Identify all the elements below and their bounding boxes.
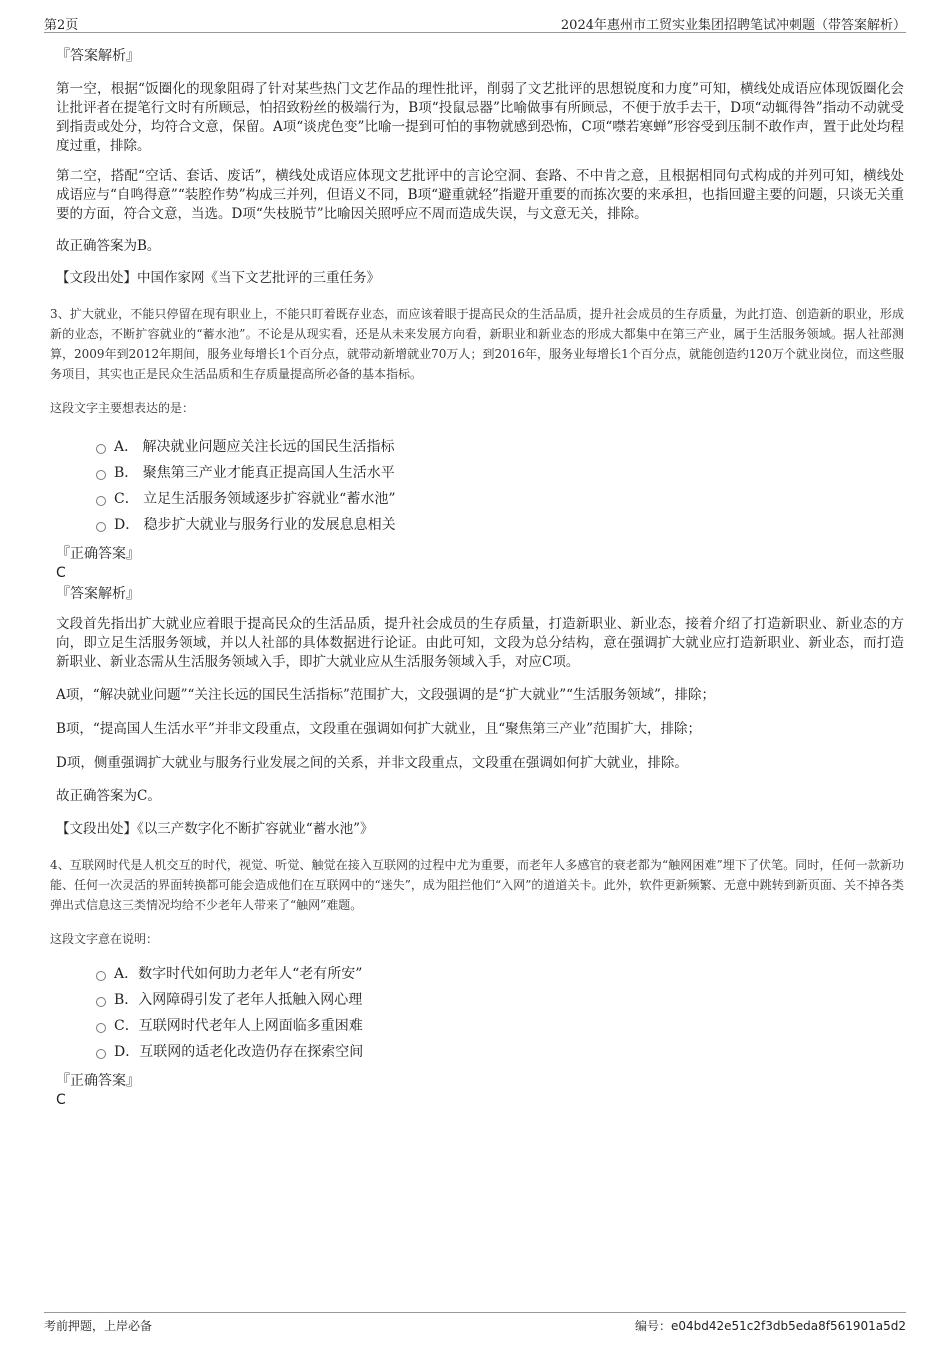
radio-icon[interactable] [96, 522, 106, 532]
document-code [635, 1317, 906, 1334]
q4-option-d[interactable]: D．互联网的适老化改造仍存在探索空间 [96, 1039, 904, 1065]
q3-analysis-para-b: B项，“提高国人生活水平”并非文段重点，文段重在强调如何扩大就业，且“聚焦第三产业”范围扩大，排除； [56, 721, 702, 737]
q3-option-c[interactable]: C． 立足生活服务领域逐步扩容就业“蓄水池” [96, 486, 904, 512]
document-body [50, 46, 904, 1109]
q3-analysis-para-1: 文段首先指出扩大就业应着眼于提高民众的生活品质，提升社会成员的生存质量，打造新职业、新业态，接着介绍了打造新职业、新业态的方向，即立足生活服务领域，并以人社部的具体数据进行论证。由此可知，文段为总分结构，意在强调扩大就业应打造新职业、新业态，而打造新职业、新业态需从生活服务领域入手，即扩大就业应从生活服务领域入手，对应C项。 [56, 616, 904, 670]
q3-analysis-para-d: D项，侧重强调扩大就业与服务行业发展之间的关系，并非文段重点，文段重在强调如何扩大就业，排除。 [56, 755, 688, 771]
q3-option-d[interactable]: D． 稳步扩大就业与服务行业的发展息息相关 [96, 512, 904, 538]
q4-option-b[interactable]: B．入网障碍引发了老年人抵触入网心理 [96, 987, 904, 1013]
radio-icon[interactable] [96, 496, 106, 506]
q3-option-a[interactable]: A． 解决就业问题应关注长远的国民生活指标 [96, 434, 904, 460]
radio-icon[interactable] [96, 470, 106, 480]
page-footer [44, 1312, 906, 1333]
page-header [44, 12, 906, 33]
code-value: e04bd42e51c2f3db5eda8f561901a5d2 [670, 1319, 906, 1333]
q3-stem: 3、扩大就业，不能只停留在现有职业上，不能只盯着既存业态，而应该着眼于提高民众的生活品质，提升社会成员的生存质量，为此打造、创造新的职业，形成新的业态，不断扩容就业的“蓄水池”。不论是从现实看，还是从未来发展方向看，新职业和新业态的形成大都集中在第三产业，属于生活服务领域。据人社部测算，2009年到2012年期间，服务业每增长1个百分点，就带动新增就业70万人；到2016年，服务业每增长1个百分点，就能创造约120万个就业岗位，而这些服务项目，其实也正是民众生活品质和生存质量提高所必备的基本指标。 [50, 307, 904, 381]
radio-icon[interactable] [96, 444, 106, 454]
q3-conclusion: 故正确答案为C。 [56, 788, 161, 804]
q4-question: 这段文字意在说明： [50, 932, 159, 946]
q2-analysis-para-2: 第二空，搭配“空话、套话、废话”，横线处成语应体现文艺批评中的言论空洞、套路、不中肯之意，且根据相同句式构成的并列可知，横线处成语应与“自鸣得意”“装腔作势”构成三并列，但语义不同，B项“避重就轻”指避开重要的而拣次要的来承担，也指回避主要的问题，只谈无关重要的方面，符合文意，当选。D项“失枝脱节”比喻因关照呼应不周而造成失误，与文意无关，排除。 [56, 168, 904, 222]
q3-analysis-label: 『答案解析』 [56, 586, 140, 602]
radio-icon[interactable] [96, 971, 106, 981]
q2-analysis-para-1: 第一空，根据“饭圈化的现象阻碍了针对某些热门文艺作品的理性批评，削弱了文艺批评的思想锐度和力度”可知，横线处成语应体现饭圈化会让批评者在提笔行文时有所顾忌，怕招致粉丝的极端行为，B项“投鼠忌器”比喻做事有所顾忌，不便于放手去干，D项“动辄得咎”指动不动就受到指责或处分，均符合文意，保留。A项“谈虎色变”比喻一提到可怕的事物就感到恐怖，C项“噤若寒蝉”形容受到压制不敢作声，置于此处均程度过重，排除。 [56, 81, 904, 154]
code-label: 编号： [634, 1319, 671, 1333]
q4-answer: C [56, 1092, 66, 1108]
document-title: 2024年惠州市工贸实业集团招聘笔试冲刺题（带答案解析） [560, 18, 906, 33]
q4-options [56, 961, 904, 1065]
q4-option-c[interactable]: C．互联网时代老年人上网面临多重困难 [96, 1013, 904, 1039]
radio-icon[interactable] [96, 997, 106, 1007]
q4-option-a[interactable]: A．数字时代如何助力老年人“老有所安” [96, 961, 904, 987]
q3-options [56, 434, 904, 538]
radio-icon[interactable] [96, 1049, 106, 1059]
q3-answer-label: 『正确答案』 [56, 546, 140, 562]
q3-answer: C [56, 565, 66, 581]
q2-source: 【文段出处】中国作家网《当下文艺批评的三重任务》 [56, 270, 380, 286]
q3-analysis-para-a: A项，“解决就业问题”“关注长远的国民生活指标”范围扩大，文段强调的是“扩大就业”“生活服务领域”，排除； [56, 687, 715, 703]
q2-conclusion: 故正确答案为B。 [56, 238, 161, 254]
radio-icon[interactable] [96, 1023, 106, 1033]
q4-answer-label: 『正确答案』 [56, 1073, 140, 1089]
q3-source: 【文段出处】《以三产数字化不断扩容就业“蓄水池”》 [56, 821, 374, 837]
q4-stem: 4、互联网时代是人机交互的时代，视觉、听觉、触觉在接入互联网的过程中尤为重要，而老年人多感官的衰老都为“触网困难”埋下了伏笔。同时，任何一款新功能、任何一次灵活的界面转换都可能会造成他们在互联网中的“迷失”，成为阻拦他们“入网”的道道关卡。此外，软件更新频繁、无意中跳转到新页面、关不掉各类弹出式信息这三类情况均给不少老年人带来了“触网”难题。 [50, 858, 904, 912]
q3-question: 这段文字主要想表达的是： [50, 401, 195, 415]
footer-slogan: 考前押题，上岸必备 [44, 1319, 153, 1333]
page-number: 第2页 [44, 18, 79, 33]
q3-option-b[interactable]: B． 聚焦第三产业才能真正提高国人生活水平 [96, 460, 904, 486]
q2-analysis-label: 『答案解析』 [56, 48, 140, 64]
